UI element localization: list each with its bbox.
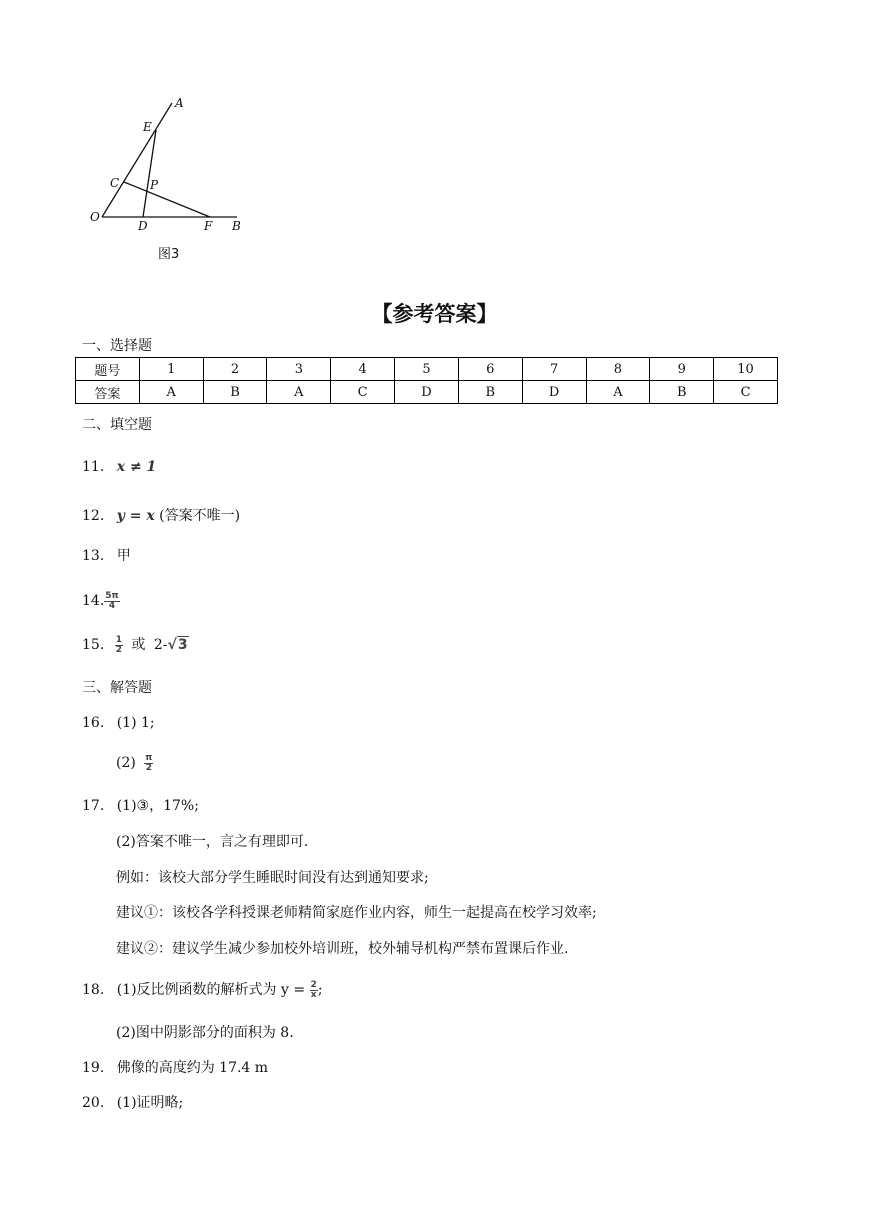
punctuation: ; (317, 982, 323, 998)
question-number: 14. (82, 593, 105, 609)
table-cell: 5 (395, 358, 459, 381)
table-cell: 1 (139, 358, 203, 381)
answer-17-example: 例如：该校大部分学生睡眠时间没有达到通知要求; (116, 870, 429, 886)
point-label-b: B (232, 219, 241, 233)
fraction-denominator: 2 (145, 762, 152, 773)
question-number: 18. (82, 982, 105, 998)
answer-text: 甲 (116, 548, 131, 564)
table-cell: 10 (714, 358, 778, 381)
answer-14 (82, 588, 120, 614)
answer-16 (82, 714, 155, 732)
answer-text: (1)证明略; (116, 1095, 184, 1111)
fraction-numerator: 2 (310, 979, 317, 990)
question-number: 19. (82, 1060, 105, 1076)
point-label-e: E (143, 120, 152, 134)
fraction-numerator: 5π (105, 590, 119, 601)
answer-12 (82, 507, 240, 525)
conjunction-text: 或 (131, 637, 146, 653)
table-cell: 6 (458, 358, 522, 381)
segment-CF (124, 182, 210, 217)
radicand: 3 (177, 637, 188, 653)
answer-20 (82, 1094, 183, 1112)
table-cell: A (267, 381, 331, 404)
point-label-p: P (150, 178, 159, 192)
part-label: (2) (116, 755, 136, 771)
ray-OA (102, 103, 172, 217)
point-label-c: C (110, 176, 120, 190)
table-header-cell: 答案 (76, 381, 140, 404)
table-header-cell: 题号 (76, 358, 140, 381)
table-cell: D (522, 381, 586, 404)
table-cell: 9 (650, 358, 714, 381)
answer-text: (1)③，17%; (116, 798, 199, 814)
math-expression: x ≠ 1 (116, 459, 157, 475)
table-cell: B (203, 381, 267, 404)
answer-18 (82, 977, 323, 1003)
answer-17 (82, 797, 199, 815)
fraction-denominator: x (310, 989, 317, 1000)
point-label-f: F (204, 219, 213, 233)
fraction (310, 981, 318, 1000)
question-number: 12. (82, 508, 105, 524)
answer-16-part-2 (116, 750, 153, 776)
fraction (115, 636, 123, 655)
fraction (104, 592, 119, 611)
table-cell: A (139, 381, 203, 404)
answer-11 (82, 458, 156, 476)
question-number: 16. (82, 715, 105, 731)
question-number: 20. (82, 1095, 105, 1111)
answer-text: (1) 1; (116, 715, 155, 731)
answer-18-part-2: (2)图中阴影部分的面积为 8. (116, 1025, 294, 1041)
table-cell: D (395, 381, 459, 404)
segment-ED (143, 130, 159, 217)
answer-table (75, 357, 778, 404)
answer-text: (1)反比例函数的解析式为 y = (116, 982, 306, 998)
answer-13 (82, 547, 131, 565)
question-number: 13. (82, 548, 105, 564)
table-cell: 4 (331, 358, 395, 381)
section-heading-choice: 一、选择题 (82, 338, 152, 354)
page-title: 【参考答案】 (371, 302, 498, 326)
square-root: √3 (167, 637, 188, 653)
section-heading-solve: 三、解答题 (82, 680, 152, 696)
question-number: 11. (82, 459, 105, 475)
table-row (76, 381, 778, 404)
point-label-a: A (175, 96, 184, 110)
answer-text: 2- (153, 637, 168, 653)
table-cell: B (458, 381, 522, 404)
fraction-numerator: 1 (115, 634, 122, 645)
table-cell: B (650, 381, 714, 404)
answer-17-suggestion-2: 建议②：建议学生减少参加校外培训班，校外辅导机构严禁布置课后作业. (116, 941, 569, 957)
fraction (144, 754, 153, 773)
answer-17-suggestion-1: 建议①：该校各学科授课老师精简家庭作业内容，师生一起提高在校学习效率; (116, 905, 597, 921)
fraction-denominator: 4 (108, 600, 116, 611)
table-cell: A (586, 381, 650, 404)
table-cell: 2 (203, 358, 267, 381)
question-number: 17. (82, 798, 105, 814)
section-heading-fill: 二、填空题 (82, 417, 152, 433)
answer-19 (82, 1059, 268, 1077)
answer-text: 佛像的高度约为 17.4 m (116, 1060, 269, 1076)
table-cell: 8 (586, 358, 650, 381)
answer-15 (82, 632, 189, 658)
answer-17-part-2: (2)答案不唯一，言之有理即可. (116, 834, 309, 850)
table-cell: 3 (267, 358, 331, 381)
answer-note: (答案不唯一) (159, 508, 241, 524)
point-label-d: D (138, 219, 148, 233)
geometry-figure (80, 90, 260, 240)
point-label-o: O (90, 210, 100, 224)
fraction-denominator: 2 (115, 644, 122, 655)
table-row (76, 358, 778, 381)
table-cell: 7 (522, 358, 586, 381)
figure-caption: 图3 (158, 247, 180, 262)
fraction-numerator: π (145, 752, 153, 763)
question-number: 15. (82, 637, 105, 653)
table-cell: C (714, 381, 778, 404)
math-expression: y = x (116, 508, 155, 524)
table-cell: C (331, 381, 395, 404)
